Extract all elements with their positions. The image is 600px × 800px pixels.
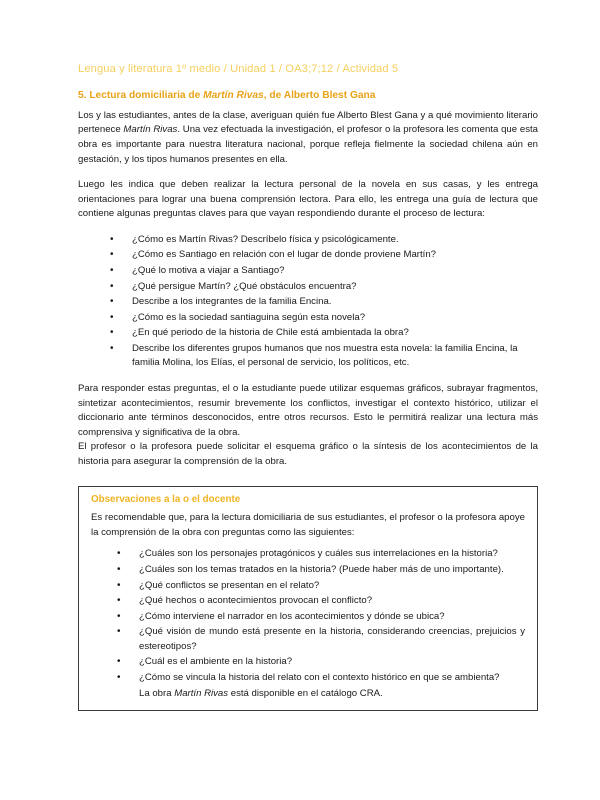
intro-part-1: Los y las estudiantes, antes de la clase, averiguan quién fue Alberto Blest Gana y a qué movimiento literario pertenece: [78, 109, 538, 136]
closing-paragraph: El profesor o la profesora puede solicitar el esquema gráfico o la síntesis de los acontecimientos de la historia para asegurar la comprensión de la obra.: [78, 441, 538, 467]
list-item: • ¿Cuáles son los temas tratados en la historia? (Puede haber más de uno importante).: [117, 563, 525, 578]
resources-paragraph: Para responder estas preguntas, el o la estudiante puede utilizar esquemas gráficos, subrayar fragmentos, sintetizar acontecimientos, resumir brevemente los conflictos, investigar el contexto histórico, utilizar el diccionario ante términos desconocidos, entre otros recursos. Esto le permitirá realizar una lectura más comprensiva y significativa de la obra.: [78, 383, 538, 438]
list-item: • ¿Cómo es la sociedad santiaguina según esta novela?: [110, 311, 538, 326]
observations-box: [78, 486, 538, 712]
activity-title-suffix: , de Alberto Blest Gana: [263, 89, 376, 101]
list-item: • ¿Cuál es el ambiente en la historia?: [117, 655, 525, 670]
list-item: • ¿Qué hechos o acontecimientos provocan el conflicto?: [117, 594, 525, 609]
activity-title: [78, 89, 538, 102]
activity-title-prefix: 5. Lectura domiciliaria de: [78, 89, 204, 101]
list-item: • ¿En qué periodo de la historia de Chile está ambientada la obra?: [110, 326, 538, 341]
list-item: • ¿Cómo interviene el narrador en los acontecimientos y dónde se ubica?: [117, 610, 525, 625]
observations-intro: Es recomendable que, para la lectura domiciliaria de sus estudiantes, el profesor o la profesora apoye la comprensión de la obra con preguntas como las siguientes:: [91, 512, 525, 538]
list-item: • ¿Cómo es Santiago en relación con el lugar de donde proviene Martín?: [110, 248, 538, 263]
observations-note: [91, 687, 525, 702]
activity-title-work-name: Martín Rivas: [203, 89, 264, 101]
list-item: • ¿Cómo se vincula la historia del relato con el contexto histórico en que se ambienta?: [117, 671, 525, 686]
observations-note-prefix: La obra: [139, 687, 175, 699]
intro-work-name: Martín Rivas: [123, 124, 178, 136]
instructions-paragraph: Luego les indica que deben realizar la lectura personal de la novela en sus casas, y les entrega orientaciones para lograr una buena comprensión lectora. Para ello, les entrega una guía de lectura que contiene algunas preguntas claves para que vayan respondiendo durante el proceso de lectura:: [78, 179, 538, 220]
list-item: • ¿Qué persigue Martín? ¿Qué obstáculos encuentra?: [110, 280, 538, 295]
list-item: • Describe a los integrantes de la familia Encina.: [110, 295, 538, 310]
observations-note-work-name: Martín Rivas: [174, 687, 229, 699]
list-item: • Describe los diferentes grupos humanos que nos muestra esta novela: la familia Encina, la familia Molina, los Elías, el personal de servicio, los políticos, etc.: [110, 342, 538, 371]
intro-part-2: . Una vez efectuada la investigación, el profesor o la profesora les comenta que esta obra es importante para nuestra literatura nacional, porque refleja fielmente la sociedad chilena aún en gestación, y los tipos humanos presentes en ella.: [78, 124, 538, 165]
list-item: • ¿Qué visión de mundo está presente en la historia, considerando creencias, prejuicios y estereotipos?: [117, 625, 525, 654]
list-item: • ¿Cómo es Martín Rivas? Descríbelo física y psicológicamente.: [110, 233, 538, 248]
list-item: • ¿Cuáles son los personajes protagónicos y cuáles sus interrelaciones en la historia?: [117, 547, 525, 562]
list-item: • ¿Qué conflictos se presentan en el relato?: [117, 579, 525, 594]
observations-questions-list: [91, 547, 525, 685]
intro-paragraph: [78, 109, 538, 167]
breadcrumb: Lengua y literatura 1º medio / Unidad 1 / OA3;7;12 / Actividad 5: [78, 63, 399, 75]
observations-note-suffix: está disponible en el catálogo CRA.: [228, 687, 383, 699]
observations-title: Observaciones a la o el docente: [91, 493, 241, 505]
guide-questions-list: [78, 233, 538, 371]
list-item: • ¿Qué lo motiva a viajar a Santiago?: [110, 264, 538, 279]
